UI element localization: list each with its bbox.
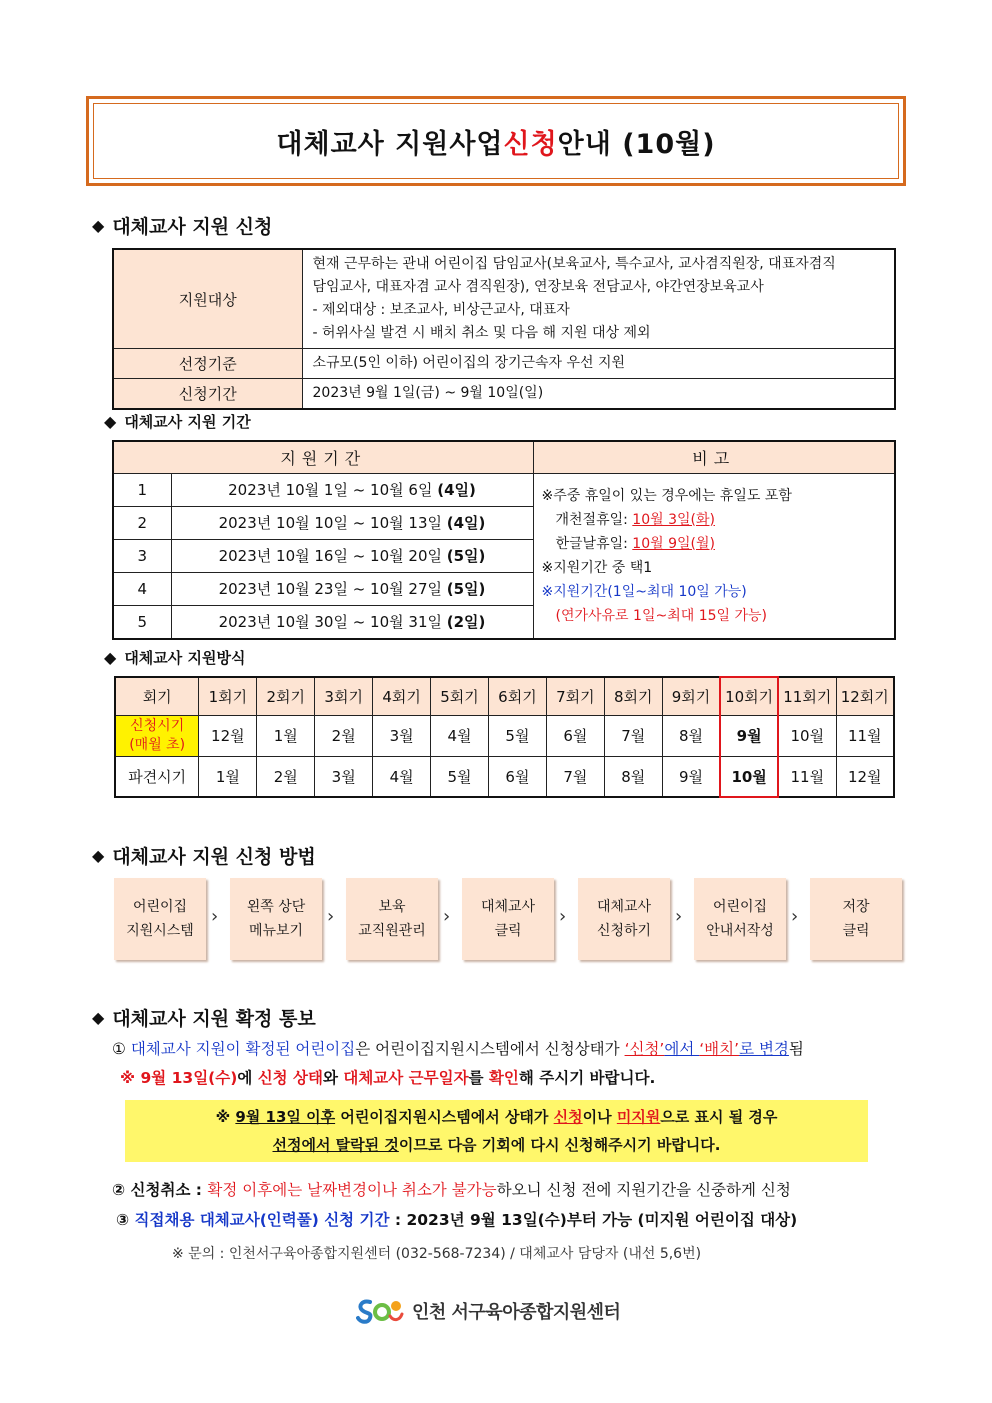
col-header-period: 지원기간 xyxy=(113,441,533,473)
round-header: 1회기 xyxy=(199,677,257,715)
title-highlight: 신청 xyxy=(503,128,558,160)
round-header: 11회기 xyxy=(778,677,836,715)
notice-line-2: ※ 9월 13일(수)에 신청 상태와 대체교사 근무일자를 확인해 주시기 바랍니다. xyxy=(120,1069,656,1087)
title-box xyxy=(86,96,906,186)
apply-month: 9월 xyxy=(720,715,778,756)
round-header: 8회기 xyxy=(604,677,662,715)
support-period-table xyxy=(112,440,896,640)
apply-month: 5월 xyxy=(488,715,546,756)
table-header-row: 회기 1회기 2회기 3회기 4회기 5회기 6회기 7회기 8회기 9회기 10회기 11회기 12회기 xyxy=(115,677,894,715)
section2-heading: ◆ 대체교사 지원 기간 xyxy=(104,412,251,431)
warning-box: ※ 9월 13일 이후 어린이집지원시스템에서 상태가 신청이나 미지원으로 표시 될 경우 선정에서 탈락된 것이므로 다음 기회에 다시 신청해주시기 바랍니다. xyxy=(125,1100,868,1162)
diamond-icon: ◆ xyxy=(92,216,105,235)
table-header-row xyxy=(113,441,895,473)
notice-line-1: ① 대체교사 지원이 확정된 어린이집은 어린이집지원시스템에서 신청상태가 ‘신청’에서 ‘배치’로 변경됨 xyxy=(112,1040,804,1058)
diamond-icon: ◆ xyxy=(104,412,117,431)
table-row xyxy=(113,349,895,379)
dispatch-month: 7월 xyxy=(546,756,604,797)
col-header-note: 비고 xyxy=(533,441,895,473)
chevron-right-icon: › xyxy=(791,906,799,927)
apply-month: 7월 xyxy=(604,715,662,756)
section4-heading: ◆ 대체교사 지원 신청 방법 xyxy=(92,846,316,868)
round-header: 3회기 xyxy=(315,677,373,715)
process-step: 보육 교직원관리 xyxy=(346,878,438,960)
apply-month: 3월 xyxy=(373,715,431,756)
dispatch-month: 12월 xyxy=(836,756,894,797)
section5-heading: ◆ 대체교사 지원 확정 통보 xyxy=(92,1008,316,1030)
dispatch-month: 2월 xyxy=(257,756,315,797)
chevron-right-icon: › xyxy=(559,906,567,927)
dispatch-month: 10월 xyxy=(720,756,778,797)
section3-heading: ◆ 대체교사 지원방식 xyxy=(104,648,246,667)
footer-logo: 인천 서구육아종합지원센터 xyxy=(356,1296,620,1326)
dispatch-month: 4월 xyxy=(373,756,431,797)
row-label: 선정기준 xyxy=(113,349,302,379)
target-detail: 현재 근무하는 관내 어린이집 담임교사(보육교사, 특수교사, 교사겸직원장, 대표자겸직 담임교사, 대표자겸 교사 겸직원장), 연장보육 전담교사, 야간연장보육교사 - 제외대상 : 보조교사, 비상근교사, 대표자 - 허위사실 발견 시 배치 취소 및 다음 해 지원 대상 제외 xyxy=(302,249,895,349)
table-row: 파견시기 1월 2월 3월 4월 5월 6월 7월 8월 9월 10월 11월 12월 xyxy=(115,756,894,797)
chevron-right-icon: › xyxy=(211,906,219,927)
diamond-icon: ◆ xyxy=(92,1008,105,1027)
apply-month: 11월 xyxy=(836,715,894,756)
dispatch-month: 11월 xyxy=(778,756,836,797)
process-step: 어린이집 지원시스템 xyxy=(114,878,206,960)
process-step: 왼쪽 상단 메뉴보기 xyxy=(230,878,322,960)
process-steps xyxy=(114,878,904,960)
chevron-right-icon: › xyxy=(327,906,335,927)
round-header: 2회기 xyxy=(257,677,315,715)
org-logo-icon xyxy=(356,1296,404,1326)
diamond-icon: ◆ xyxy=(104,648,117,667)
table-row: 1 2023년 10월 1일 ~ 10월 6일 (4일) ※주중 휴일이 있는 경우에는 휴일도 포함 개천절휴일: 10월 3일(화) 한글날휴일: 10월 9일(월) ※지원기간 중 택1 ※지원기간(1일~최대 10일 가능) (연가사유로 1일~최대 15일 가능) xyxy=(113,473,895,506)
apply-label: 신청시기 (매월 초) xyxy=(115,715,199,756)
support-method-table xyxy=(114,676,895,798)
period-notes: ※주중 휴일이 있는 경우에는 휴일도 포함 개천절휴일: 10월 3일(화) 한글날휴일: 10월 9일(월) ※지원기간 중 택1 ※지원기간(1일~최대 10일 가능) (연가사유로 1일~최대 15일 가능) xyxy=(533,473,895,639)
dispatch-month: 1월 xyxy=(199,756,257,797)
table-row xyxy=(113,379,895,410)
process-step: 대체교사 신청하기 xyxy=(578,878,670,960)
round-header: 10회기 xyxy=(720,677,778,715)
apply-month: 2월 xyxy=(315,715,373,756)
round-header: 9회기 xyxy=(662,677,720,715)
table-row: 4 2023년 10월 23일 ~ 10월 27일 (5일) xyxy=(113,572,895,605)
round-header: 5회기 xyxy=(431,677,489,715)
apply-month: 4월 xyxy=(431,715,489,756)
diamond-icon: ◆ xyxy=(92,846,105,865)
table-row: 5 2023년 10월 30일 ~ 10월 31일 (2일) xyxy=(113,605,895,638)
apply-month: 12월 xyxy=(199,715,257,756)
process-step: 저장 클릭 xyxy=(810,878,902,960)
table-row xyxy=(113,249,895,349)
round-header: 4회기 xyxy=(373,677,431,715)
round-header: 12회기 xyxy=(836,677,894,715)
section1-heading: ◆ 대체교사 지원 신청 xyxy=(92,216,273,238)
dispatch-month: 8월 xyxy=(604,756,662,797)
row-value: 2023년 9월 1일(금) ~ 9월 10일(일) xyxy=(302,379,895,410)
chevron-right-icon: › xyxy=(443,906,451,927)
process-step: 대체교사 클릭 xyxy=(462,878,554,960)
support-target-table xyxy=(112,248,896,410)
round-header: 7회기 xyxy=(546,677,604,715)
apply-month: 10월 xyxy=(778,715,836,756)
chevron-right-icon: › xyxy=(675,906,683,927)
notice-line-3: ② 신청취소 : 확정 이후에는 날짜변경이나 취소가 불가능하오니 신청 전에 지원기간을 신중하게 신청 xyxy=(112,1181,791,1199)
table-row: 3 2023년 10월 16일 ~ 10월 20일 (5일) xyxy=(113,539,895,572)
dispatch-month: 3월 xyxy=(315,756,373,797)
table-row xyxy=(115,715,894,756)
apply-month: 1월 xyxy=(257,715,315,756)
dispatch-month: 5월 xyxy=(431,756,489,797)
round-header: 6회기 xyxy=(488,677,546,715)
row-label: 신청기간 xyxy=(113,379,302,410)
page-title: 대체교사 지원사업 신청 안내 (10월) xyxy=(93,103,899,179)
row-value: 소규모(5인 이하) 어린이집의 장기근속자 우선 지원 xyxy=(302,349,895,379)
apply-month: 6월 xyxy=(546,715,604,756)
process-step: 어린이집 안내서작성 xyxy=(694,878,786,960)
contact-info: ※ 문의 : 인천서구육아종합지원센터 (032-568-7234) / 대체교사 담당자 (내선 5,6번) xyxy=(172,1246,702,1262)
notice-line-4: ③ 직접채용 대체교사(인력풀) 신청 기간 : 2023년 9월 13일(수)부터 가능 (미지원 어린이집 대상) xyxy=(116,1211,798,1229)
row-label: 지원대상 xyxy=(113,249,302,349)
table-row: 2 2023년 10월 10일 ~ 10월 13일 (4일) xyxy=(113,506,895,539)
apply-month: 8월 xyxy=(662,715,720,756)
dispatch-month: 6월 xyxy=(488,756,546,797)
dispatch-month: 9월 xyxy=(662,756,720,797)
